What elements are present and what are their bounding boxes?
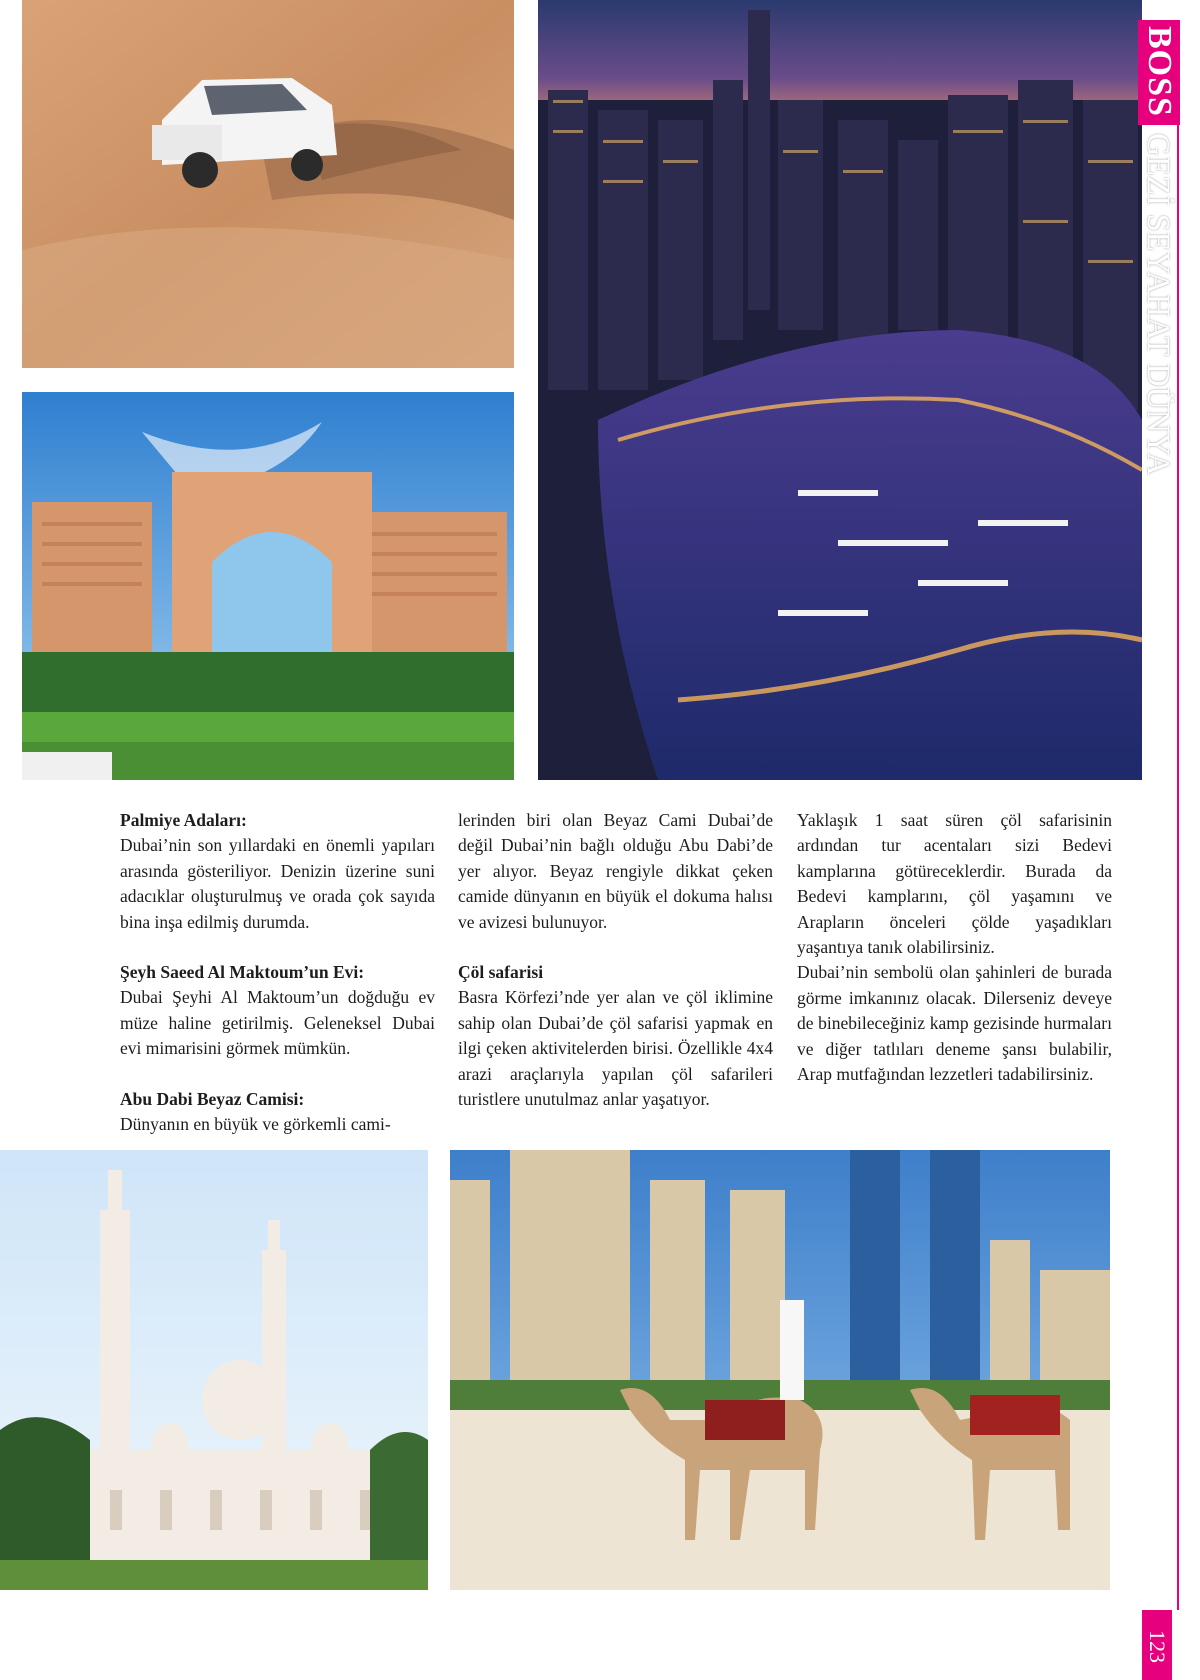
text-column-1	[120, 808, 435, 1137]
camels-beach-photo	[450, 1150, 1110, 1590]
page-number: 123	[1145, 1629, 1170, 1663]
paragraph-white-mosque-start: Dünyanın en büyük ve görkemli cami-	[120, 1114, 391, 1135]
heading-sheikh-house: Şeyh Saeed Al Maktoum’un Evi:	[120, 962, 365, 983]
heading-white-mosque: Abu Dabi Beyaz Camisi:	[120, 1088, 305, 1109]
text-column-3	[797, 808, 1112, 1087]
brand-label: BOSS	[1138, 20, 1180, 125]
paragraph-falcons: Dubai’nin sembolü olan şahinleri de burada görme imkanınız olacak. Dilerseniz deveye de binebileceğiniz kamp gezisinde hurmaları ve diğer tatlıları deneme şansı bulabilir, Arap mutfağından lezzetleri tadabilirsiniz.	[797, 962, 1112, 1085]
paragraph-desert-safari: Basra Körfezi’nde yer alan ve çöl iklimine sahip olan Dubai’de çöl safarisi yapmak en ilgi çeken aktivitelerden birisi. Özellikle 4x4 arazi araçlarıyla yapılan çöl safarileri turistlere unutulmaz anlar yaşatıyor.	[458, 987, 773, 1110]
dubai-marina-photo	[538, 0, 1142, 780]
heading-desert-safari: Çöl safarisi	[458, 962, 544, 983]
text-column-2	[458, 808, 773, 1112]
paragraph-palm-islands: Dubai’nin son yıllardaki en önemli yapıları arasında gösteriliyor. Denizin üzerine suni adacıklar oluşturulmuş ve orada çok sayıda bina inşa edilmiş durumda.	[120, 835, 435, 932]
paragraph-white-mosque-cont: lerinden biri olan Beyaz Cami Dubai’de değil Dubai’nin bağlı olduğu Abu Dabi’de yer alıyor. Beyaz rengiyle dikkat çeken camide dünyanın en büyük el dokuma halısı ve avizesi bulunuyor.	[458, 810, 773, 932]
white-mosque-photo	[0, 1150, 428, 1590]
paragraph-bedouin-camps: Yaklaşık 1 saat süren çöl safarisinin ardından tur acentaları sizi Bedevi kamplarına götüreceklerdir. Burada da Bedevi kamplarını, çöl yaşamını ve Arapların önceleri çölde yaşadıkları yaşantıya tanık olabilirsiniz.	[797, 810, 1112, 958]
paragraph-sheikh-house: Dubai Şeyhi Al Maktoum’un doğduğu ev müze haline getirilmiş. Geleneksel Dubai evi mimarisini görmek mümkün.	[120, 987, 435, 1059]
sidebar-title	[1140, 20, 1180, 540]
atlantis-hotel-photo	[22, 392, 514, 780]
sidebar-subtitle: GEZİ SEYAHAT DÜNYA	[1141, 132, 1177, 476]
desert-safari-photo	[22, 0, 514, 368]
heading-palm-islands: Palmiye Adaları:	[120, 810, 247, 830]
